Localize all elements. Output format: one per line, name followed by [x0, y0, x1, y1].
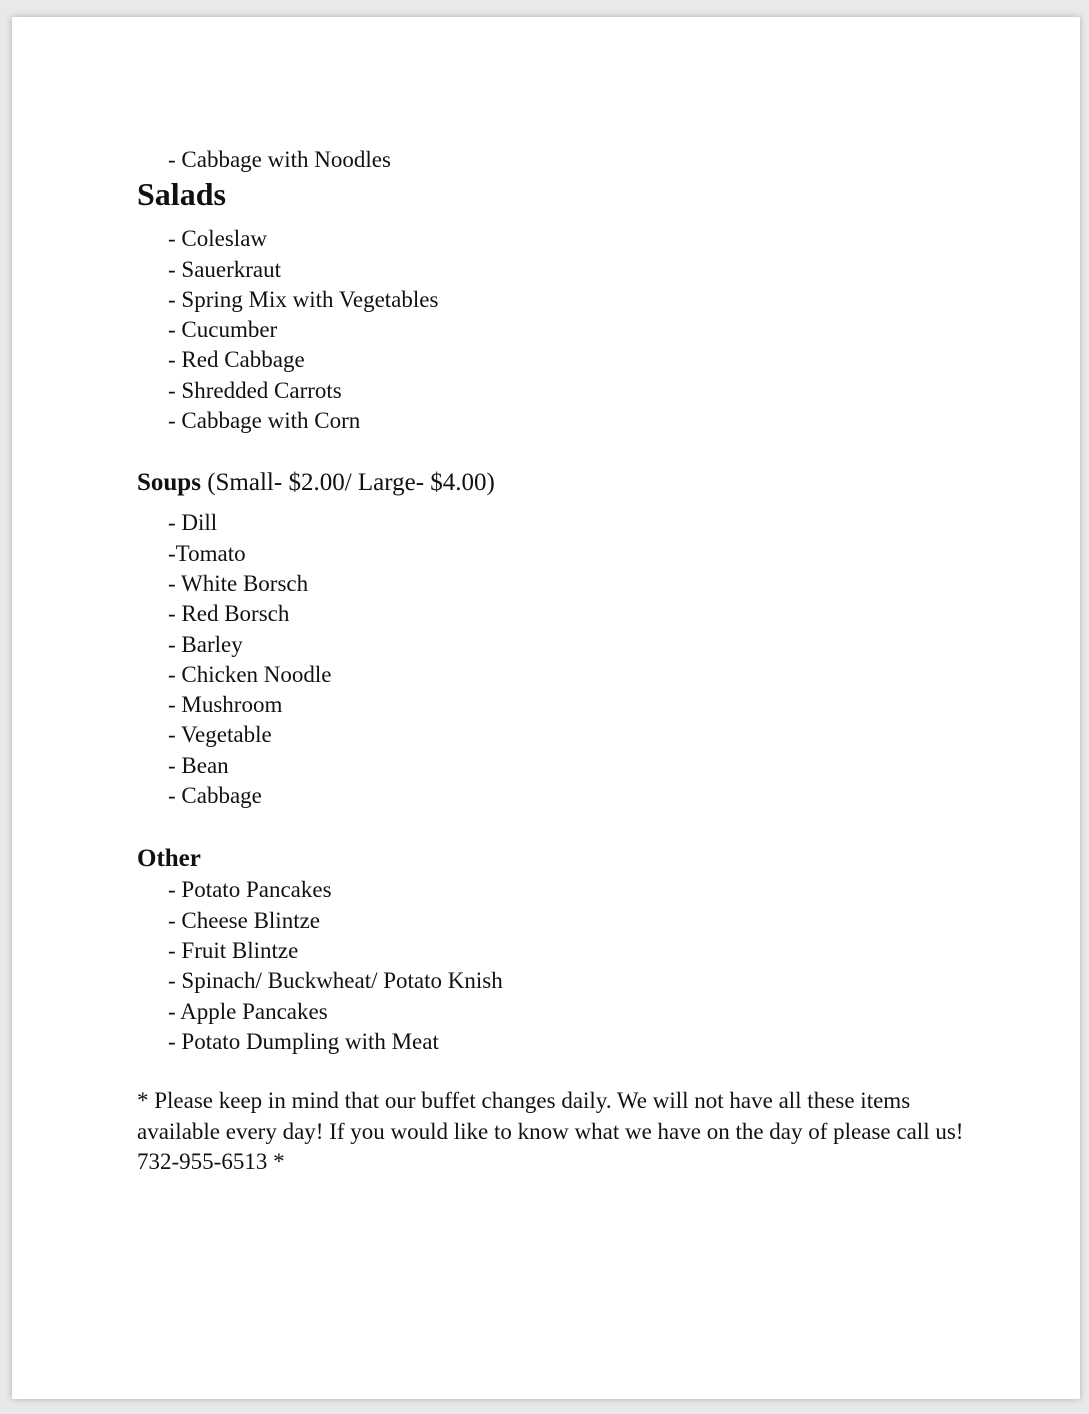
list-item: - Potato Pancakes — [168, 877, 332, 903]
list-item: - Fruit Blintze — [168, 937, 299, 963]
soups-title: Soups — [137, 469, 201, 497]
list-item: - Cheese Blintze — [168, 907, 321, 933]
other-title: Other — [137, 845, 201, 873]
list-item: - Red Borsch — [168, 601, 290, 627]
list-item: -Tomato — [168, 540, 246, 566]
list-item: - Spring Mix with Vegetables — [168, 286, 439, 312]
soups-prices: (Small- $2.00/ Large- $4.00) — [207, 469, 495, 497]
list-item: - White Borsch — [168, 570, 309, 596]
list-item: - Sauerkraut — [168, 256, 282, 282]
soups-heading — [137, 467, 997, 499]
list-item: - Barley — [168, 631, 243, 657]
list-item: - Potato Dumpling with Meat — [168, 1028, 439, 1054]
list-item: - Apple Pancakes — [168, 998, 328, 1024]
list-item: - Cabbage — [168, 783, 262, 809]
other-heading — [137, 843, 997, 875]
menu-content — [137, 145, 997, 1178]
other-list — [137, 875, 997, 1057]
salads-list — [137, 224, 997, 436]
list-item: - Cabbage with Noodles — [168, 147, 391, 172]
list-item: - Chicken Noodle — [168, 661, 332, 687]
list-item: - Dill — [168, 510, 218, 536]
list-item: - Shredded Carrots — [168, 377, 342, 403]
list-item: - Bean — [168, 752, 229, 778]
buffet-note: * Please keep in mind that our buffet changes daily. We will not have all these items available every day! If you would like to know what we have on the day of please call us! 732-955-6513 * — [137, 1088, 964, 1175]
list-item: - Cucumber — [168, 317, 278, 343]
list-item: - Spinach/ Buckwheat/ Potato Knish — [168, 968, 503, 994]
list-item: - Red Cabbage — [168, 347, 305, 373]
list-item: - Mushroom — [168, 692, 283, 718]
list-item: - Coleslaw — [168, 226, 268, 252]
salads-heading: Salads — [137, 176, 226, 213]
document-page — [12, 17, 1080, 1399]
list-item: - Vegetable — [168, 722, 272, 748]
soups-list — [137, 508, 997, 811]
list-item: - Cabbage with Corn — [168, 408, 361, 434]
